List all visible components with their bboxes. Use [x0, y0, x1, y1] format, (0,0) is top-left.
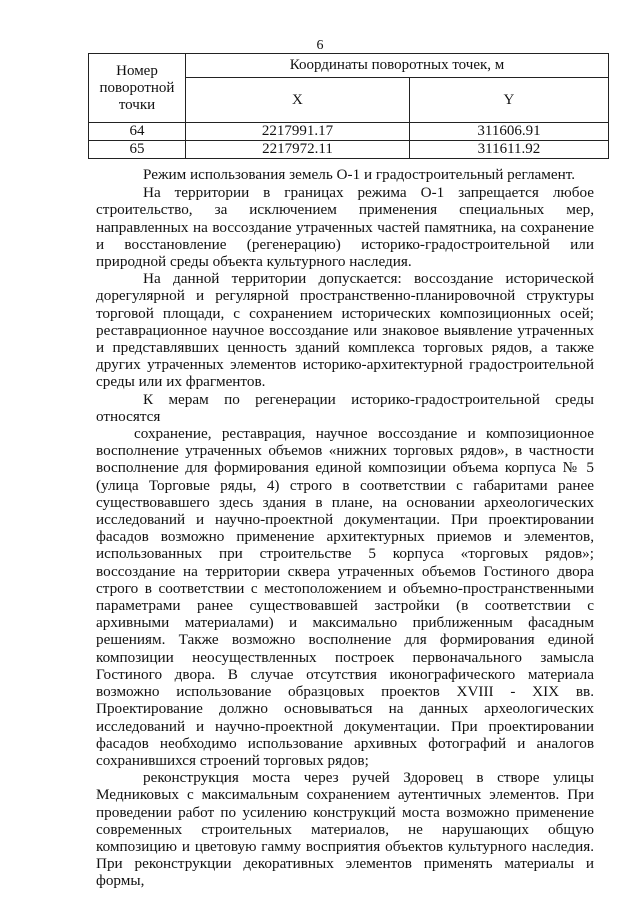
coordinates-header: Координаты поворотных точек, м: [186, 54, 609, 78]
y-column-header: Y: [409, 78, 608, 123]
paragraph: К мерам по регенерации историко-градостроительной среды относятся: [96, 390, 594, 425]
point-header-line-2: поворотной: [99, 79, 175, 96]
page-number: 6: [316, 38, 324, 53]
point-cell: 65: [89, 141, 186, 159]
paragraph: сохранение, реставрация, научное воссоздание и композиционное восполнение утраченных объемов «нижних торговых рядов», в частности восполнение для формирования единой композиции объема корпуса № 5 (улица Торговые ряды, 4) строго в соответствии с габаритами ранее существовавшего здесь здания в плане, на основании археологических исследований и научно-проектной документации. При проектировании фасадов возможно применение архитектурных приемов и элементов, использованных при строительстве 5 корпуса «торговых рядов»; воссоздание на территории сквера утраченных объемов Гостиного двора строго в соответствии с местоположением и объемно-пространственными параметрами ранее существовавшей застройки (в соответствии с архивными материалами) и максимально приближенным фасадным решениям. Также возможно восполнение для формирования единой композиции неосуществленных построек первоначального замысла Гостиного двора. В случае отсутствия иконографического материала возможно использование образцовых проектов XVIII - XIX вв. Проектирование должно основываться на данных археологических исследований и научно-проектной документации. При проектировании фасадов необходимо использование архивных фотографий и аналогов сохранившихся строений торговых рядов;: [96, 425, 594, 769]
regime-heading: Режим использования земель О-1 и градостроительный регламент.: [143, 166, 576, 183]
document-body: [96, 166, 594, 890]
point-cell: 64: [89, 123, 186, 141]
y-cell: 311606.91: [409, 123, 608, 141]
point-number-header: [89, 54, 186, 123]
paragraph: реконструкция моста через ручей Здоровец в створе улицы Медниковых с максимальным сохранением аутентичных элементов. При проведении работ по усилению конструкций моста возможно применение современных строительных материалов, не нарушающих общую композицию и цветовую гамму восприятия объектов культурного наследия. При реконструкции декоративных элементов применять материалы и формы,: [96, 769, 594, 890]
paragraph: На территории в границах режима О-1 запрещается любое строительство, за исключением применения специальных мер, направленных на воссоздание утраченных частей памятника, на сохранение и восстановление (регенерацию) историко-градостроительной или природной среды объекта культурного наследия.: [96, 184, 594, 271]
x-column-header: X: [186, 78, 410, 123]
x-cell: 2217991.17: [186, 123, 410, 141]
point-header-line-3: точки: [118, 96, 156, 113]
table-row: [89, 141, 609, 159]
x-cell: 2217972.11: [186, 141, 410, 159]
point-header-line-1: Номер: [116, 62, 158, 79]
paragraph: На данной территории допускается: воссоздание исторической дорегулярной и регулярной пространственно-планировочной структуры торговой площади, с сохранением исторических композиционных осей; реставрационное научное воссоздание или знаковое выявление утраченных и представлявших ценность зданий комплекса торговых рядов, а также других утраченных элементов историко-архитектурной градостроительной среды или их фрагментов.: [96, 270, 594, 391]
y-cell: 311611.92: [409, 141, 608, 159]
table-row: [89, 123, 609, 141]
coordinates-table: [88, 53, 609, 159]
